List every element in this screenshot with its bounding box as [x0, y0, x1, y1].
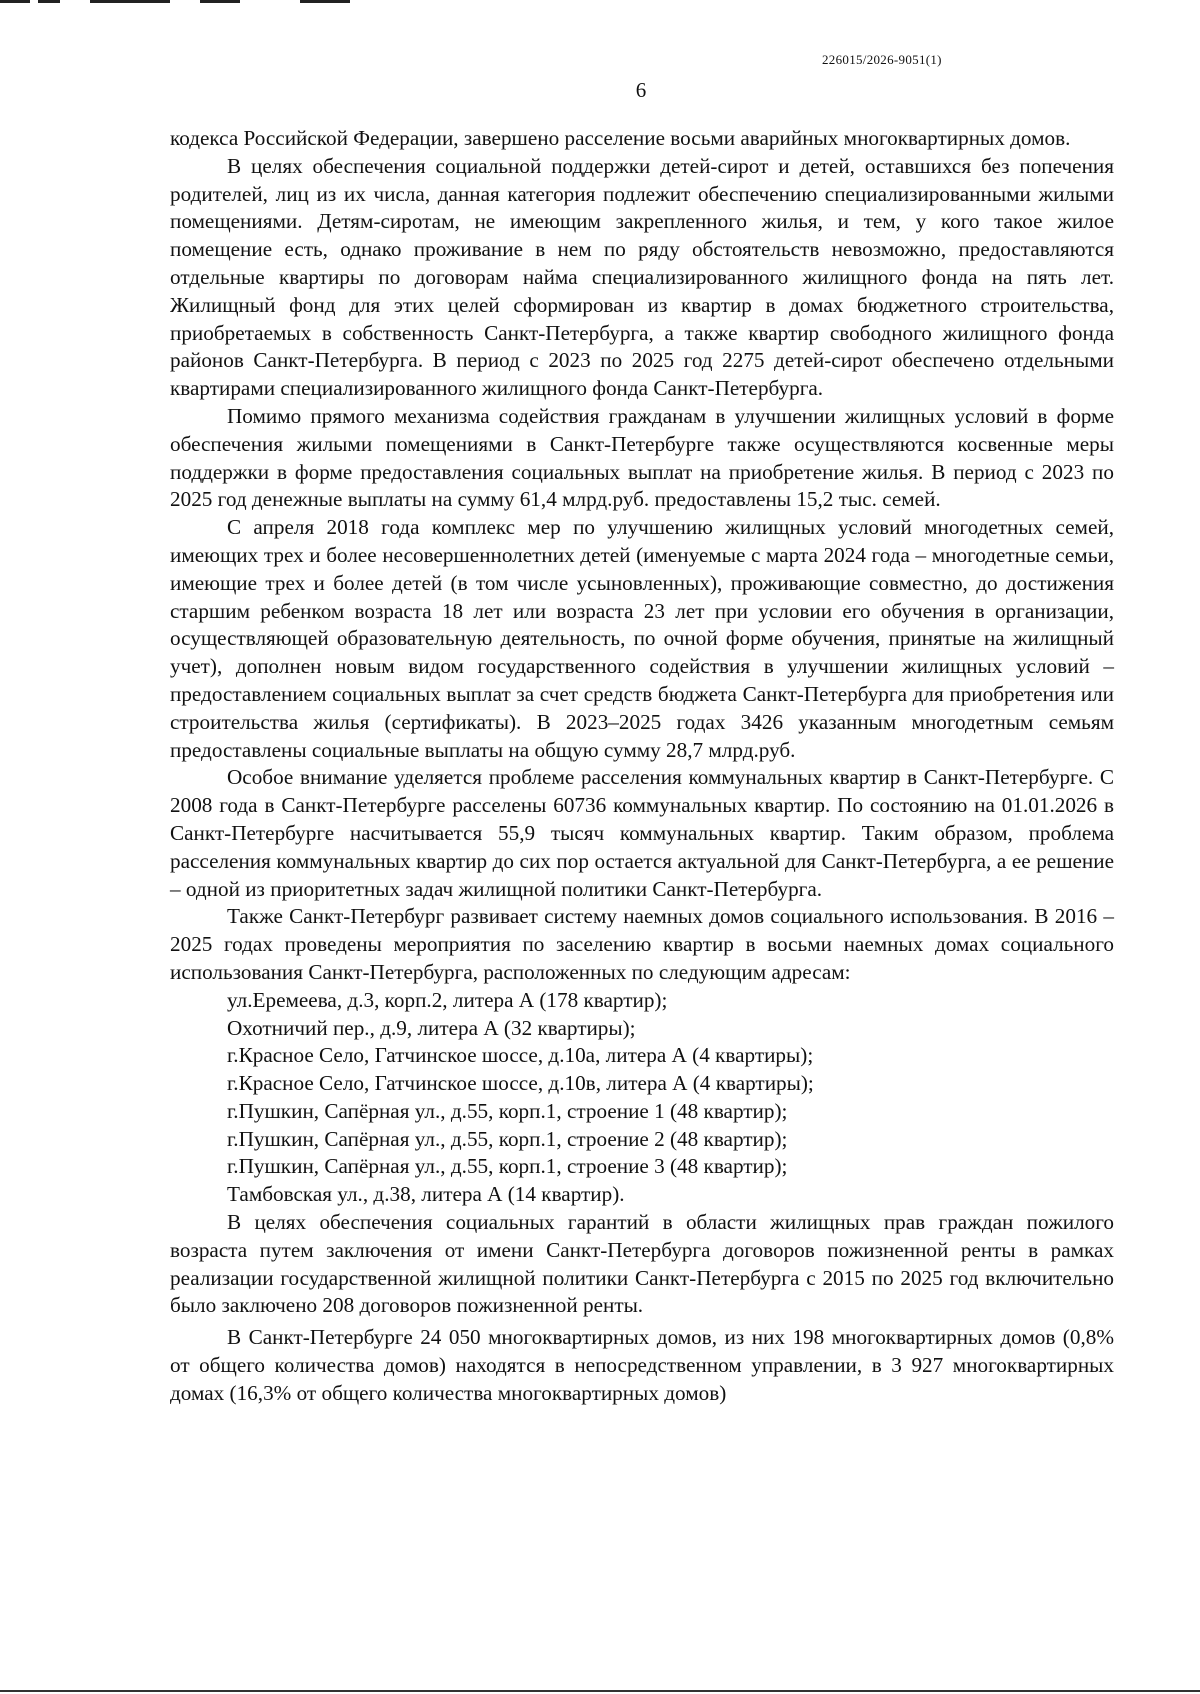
address-item: Тамбовская ул., д.38, литера А (14 квартир). — [227, 1182, 625, 1207]
address-item: г.Пушкин, Сапёрная ул., д.55, корп.1, строение 1 (48 квартир); — [227, 1098, 788, 1123]
paragraph: Особое внимание уделяется проблеме расселения коммунальных квартир в Санкт-Петербурге. С 2008 года в Санкт-Петербурге расселены 60736 коммунальных квартир. По состоянию на 01.01.2026 в Санкт-Петербурге насчитывается 55,9 тысяч коммунальных квартир. Таким образом, проблема расселения коммунальных квартир до сих пор остается актуальной для Санкт-Петербурга, а ее решение – одной из приоритетных задач жилищной политики Санкт-Петербурга. — [170, 765, 1114, 901]
address-item: г.Пушкин, Сапёрная ул., д.55, корп.1, строение 2 (48 квартир); — [227, 1126, 788, 1151]
address-item: Охотничий пер., д.9, литера А (32 квартиры); — [227, 1015, 636, 1040]
scan-edge-bottom — [0, 1690, 1200, 1692]
address-item: г.Красное Село, Гатчинское шоссе, д.10в, литера А (4 квартиры); — [227, 1071, 814, 1096]
paragraph: В Санкт-Петербурге 24 050 многоквартирных домов, из них 198 многоквартирных домов (0,8% от общего количества домов) находятся в непосредственном управлении, в 3 927 многоквартирных домах (16,3% от общего количества многоквартирных домов) — [170, 1325, 1114, 1405]
address-list — [170, 987, 1114, 1209]
address-item: г.Пушкин, Сапёрная ул., д.55, корп.1, строение 3 (48 квартир); — [227, 1154, 788, 1179]
paragraph: кодекса Российской Федерации, завершено расселение восьми аварийных многоквартирных домов. — [170, 126, 1071, 150]
address-item: ул.Еремеева, д.3, корп.2, литера А (178 квартир); — [227, 987, 668, 1012]
paragraph: С апреля 2018 года комплекс мер по улучшению жилищных условий многодетных семей, имеющих трех и более несовершеннолетних детей (именуемые с марта 2024 года – многодетные семьи, имеющие трех и более детей (в том числе усыновленных), проживающие совместно, до достижения старшим ребенком возраста 18 лет или возраста 23 лет при условии его обучения в организации, осуществляющей образовательную деятельность, по очной форме обучения, принятые на жилищный учет), дополнен новым видом государственного содействия в улучшении жилищных условий – предоставлением социальных выплат за счет средств бюджета Санкт-Петербурга для приобретения или строительства жилья (сертификаты). В 2023–2025 годах 3426 указанным многодетным семьям предоставлены социальные выплаты на общую сумму 28,7 млрд.руб. — [170, 515, 1114, 762]
scan-edge-top — [0, 0, 360, 3]
paragraph: Также Санкт-Петербург развивает систему наемных домов социального использования. В 2016 – 2025 годах проведены мероприятия по заселению квартир в восьми наемных домах социального использования Санкт-Петербурга, расположенных по следующим адресам: — [170, 904, 1114, 984]
paragraph: Помимо прямого механизма содействия гражданам в улучшении жилищных условий в форме обеспечения жилыми помещениями в Санкт-Петербурге также осуществляются косвенные меры поддержки в форме предоставления социальных выплат на приобретение жилья. В период с 2023 по 2025 год денежные выплаты на сумму 61,4 млрд.руб. предоставлены 15,2 тыс. семей. — [170, 403, 1114, 512]
page-number: 6 — [635, 78, 647, 102]
document-id: 226015/2026-9051(1) — [822, 52, 942, 67]
address-item: г.Красное Село, Гатчинское шоссе, д.10а, литера А (4 квартиры); — [227, 1043, 814, 1068]
paragraph: В целях обеспечения социальных гарантий в области жилищных прав граждан пожилого возраста путем заключения от имени Санкт-Петербурга договоров пожизненной ренты в рамках реализации государственной жилищной политики Санкт-Петербурга с 2015 по 2025 год включительно было заключено 208 договоров пожизненной ренты. — [170, 1210, 1114, 1318]
document-body — [170, 125, 1114, 1408]
paragraph: В целях обеспечения социальной поддержки детей-сирот и детей, оставшихся без попечения родителей, лиц из их числа, данная категория подлежит обеспечению специализированными жилыми помещениями. Детям-сиротам, не имеющим закрепленного жилья, и тем, у кого такое жилое помещение есть, однако проживание в нем по ряду обстоятельств невозможно, предоставляются отдельные квартиры по договорам найма специализированного жилищного фонда на пять лет. Жилищный фонд для этих целей сформирован из квартир в домах бюджетного строительства, приобретаемых в собственность Санкт-Петербурга, а также квартир свободного жилищного фонда районов Санкт-Петербурга. В период с 2023 по 2025 год 2275 детей-сирот обеспечено отдельными квартирами специализированного жилищного фонда Санкт-Петербурга. — [170, 153, 1114, 401]
